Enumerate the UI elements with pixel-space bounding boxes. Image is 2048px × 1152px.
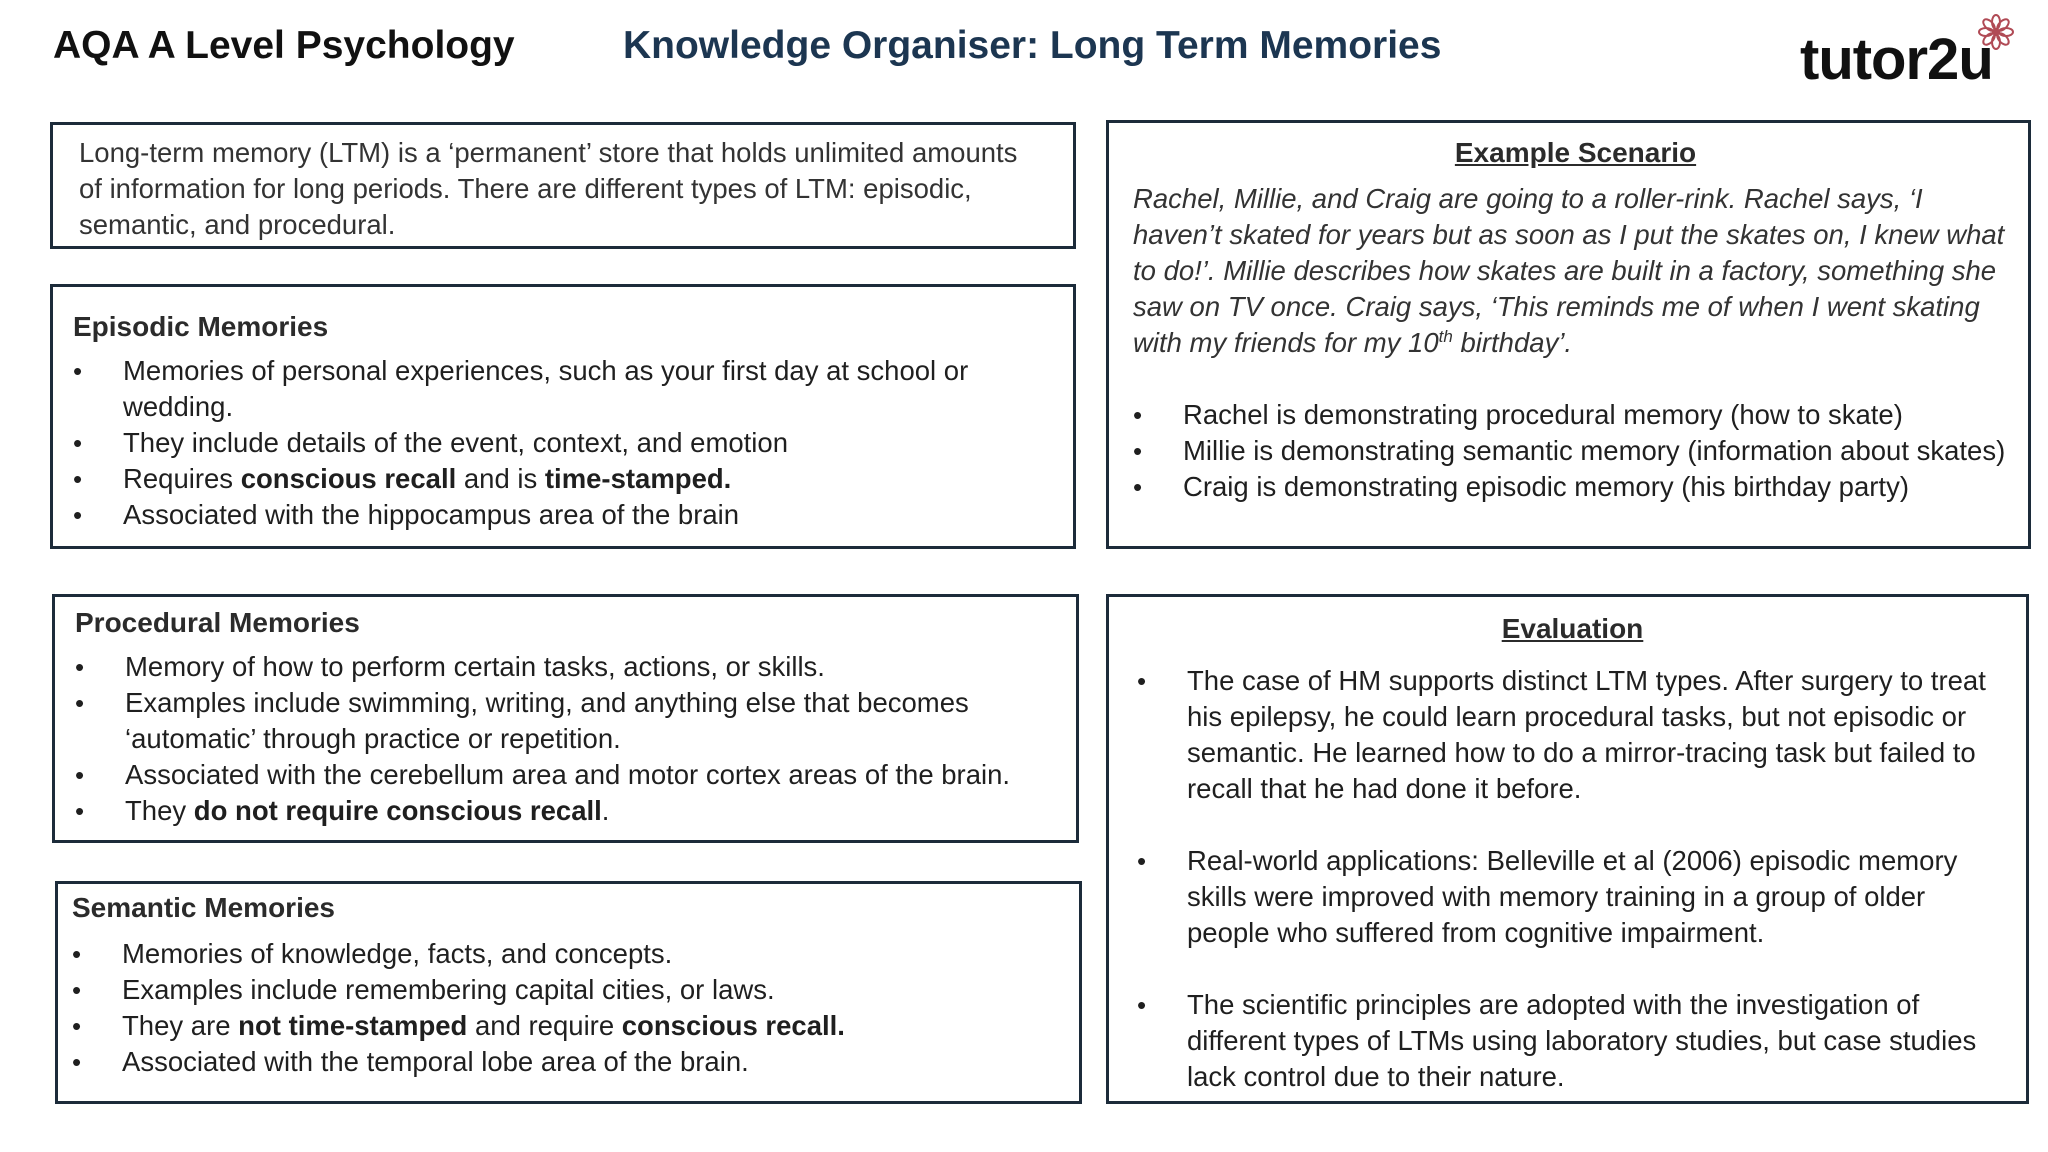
semantic-list [72, 936, 1065, 1080]
list-item: • Requires conscious recall and is time-stamped. [73, 463, 732, 494]
evaluation-title: Evaluation [1501, 613, 1644, 644]
scenario-text: Rachel, Millie, and Craig are going to a roller-rink. Rachel says, ‘I haven’t skated for years but as soon as I put the skates on, I knew what to do!’. Millie describes how skates are built in a factory, something she saw on TV once. Craig says, ‘This reminds me of when I went skating with my friends for my 10th birthday’. [1133, 183, 2005, 358]
logo [1800, 12, 2020, 92]
scenario-list [1133, 397, 2018, 505]
list-item: • Rachel is demonstrating procedural memory (how to skate) [1133, 399, 1903, 430]
list-item: • The case of HM supports distinct LTM types. After surgery to treat his epilepsy, he could learn procedural tasks, but not episodic or semantic. He learned how to do a mirror-tracing task but failed to recall that he had done it before. [1137, 665, 1986, 804]
episodic-list [73, 353, 1053, 533]
list-item: • They are not time-stamped and require conscious recall. [72, 1010, 845, 1041]
list-item: • Craig is demonstrating episodic memory (his birthday party) [1133, 471, 1909, 502]
procedural-list [75, 649, 1056, 829]
logo-text: tutor2u [1800, 27, 1993, 92]
list-item: • Real-world applications: Belleville et al (2006) episodic memory skills were improved with memory training in a group of older people who suffered from cognitive impairment. [1137, 845, 1958, 948]
procedural-title: Procedural Memories [75, 607, 360, 638]
evaluation-box [1106, 594, 2029, 1104]
scenario-title: Example Scenario [1454, 137, 1697, 168]
list-item: • Millie is demonstrating semantic memory (information about skates) [1133, 435, 2006, 466]
list-item: • They do not require conscious recall. [75, 795, 610, 826]
list-item: • They include details of the event, context, and emotion [73, 427, 788, 458]
semantic-title: Semantic Memories [72, 892, 335, 923]
semantic-box [55, 881, 1082, 1104]
scenario-box [1106, 120, 2031, 549]
list-item: • Memories of personal experiences, such as your first day at school or wedding. [73, 355, 969, 422]
page-title: Knowledge Organiser: Long Term Memories [623, 24, 1442, 67]
list-item: • Examples include remembering capital cities, or laws. [72, 974, 775, 1005]
course-title: AQA A Level Psychology [53, 24, 515, 67]
episodic-title: Episodic Memories [73, 311, 329, 342]
procedural-box [52, 594, 1079, 843]
list-item: • Associated with the cerebellum area and motor cortex areas of the brain. [75, 759, 1011, 790]
episodic-box [50, 284, 1076, 549]
list-item: • Examples include swimming, writing, and anything else that becomes ‘automatic’ through practice or repetition. [75, 687, 969, 754]
list-item: • Associated with the hippocampus area of the brain [73, 499, 740, 530]
intro-text: Long-term memory (LTM) is a ‘permanent’ store that holds unlimited amounts of information for long periods. There are different types of LTM: episodic, semantic, and procedural. [79, 137, 1018, 240]
list-item: • Memories of knowledge, facts, and concepts. [72, 938, 673, 969]
intro-box [50, 122, 1076, 249]
flower-icon [1976, 12, 2016, 52]
list-item: • Associated with the temporal lobe area of the brain. [72, 1046, 749, 1077]
list-item: • The scientific principles are adopted with the investigation of different types of LTMs using laboratory studies, but case studies lack control due to their nature. [1137, 989, 1977, 1092]
list-item: • Memory of how to perform certain tasks, actions, or skills. [75, 651, 825, 682]
evaluation-list [1137, 663, 2008, 1095]
